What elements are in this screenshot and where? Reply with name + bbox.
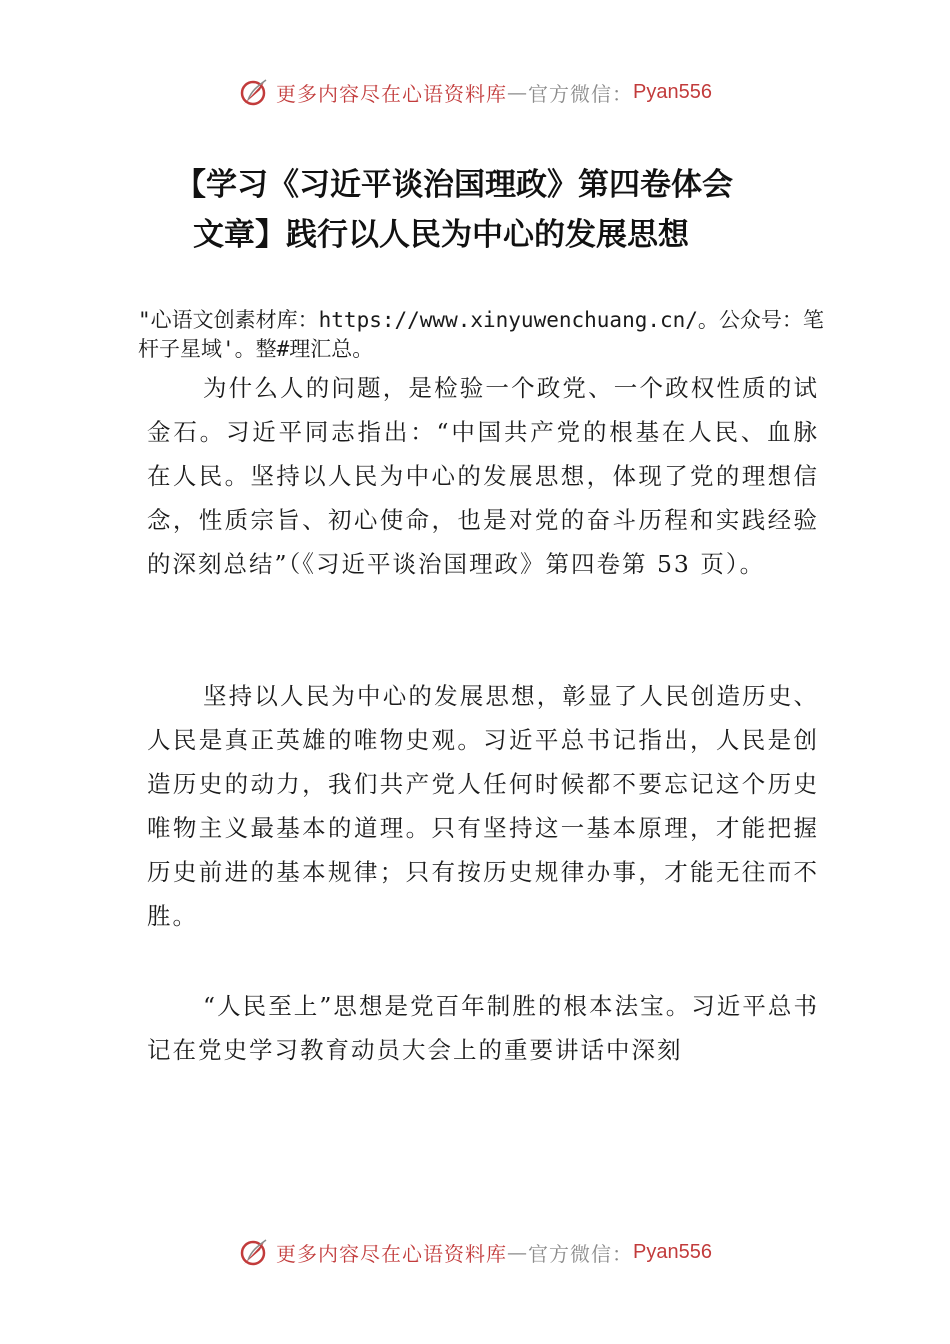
banner-wechat-id: Pyan556 <box>633 80 712 103</box>
document-title <box>175 160 815 260</box>
body-paragraph: 为什么人的问题，是检验一个政党、一个政权性质的试金石。习近平同志指出：“中国共产党的根基在人民、血脉在人民。坚持以人民为中心的发展思想，体现了党的理想信念，性质宗旨、初心使命，也是对党的奋斗历程和实践经验的深刻总结”（《习近平谈治国理政》第四卷第 53 页）。 <box>147 374 819 578</box>
quill-pen-logo-icon <box>238 76 270 108</box>
banner-wechat-label: 官方微信： <box>528 1241 634 1266</box>
quill-pen-logo-icon <box>238 1236 270 1268</box>
banner-separator: — <box>507 1240 529 1264</box>
banner-wechat-label: 官方微信： <box>528 81 634 106</box>
footer-banner <box>0 1232 950 1272</box>
source-note: "心语文创素材库：https://www.xinyuwenchuang.cn/。公众号：笔杆子星域'。整#理汇总。 <box>138 308 824 361</box>
banner-wechat-id: Pyan556 <box>633 1240 712 1263</box>
title-line-1: 【学习《习近平谈治国理政》第四卷体会 <box>175 167 733 203</box>
title-line-2: 文章】践行以人民为中心的发展思想 <box>193 217 689 253</box>
banner-text: 更多内容尽在心语资料库 <box>276 1241 508 1266</box>
banner-text: 更多内容尽在心语资料库 <box>276 81 508 106</box>
banner-separator: — <box>507 80 529 104</box>
body-paragraph: 坚持以人民为中心的发展思想，彰显了人民创造历史、人民是真正英雄的唯物史观。习近平总书记指出，人民是创造历史的动力，我们共产党人任何时候都不要忘记这个历史唯物主义最基本的道理。只有坚持这一基本原理，才能把握历史前进的基本规律；只有按历史规律办事，才能无往而不胜。 <box>147 682 819 930</box>
header-banner <box>0 72 950 112</box>
body-paragraph: “人民至上”思想是党百年制胜的根本法宝。习近平总书记在党史学习教育动员大会上的重要讲话中深刻 <box>147 992 819 1064</box>
